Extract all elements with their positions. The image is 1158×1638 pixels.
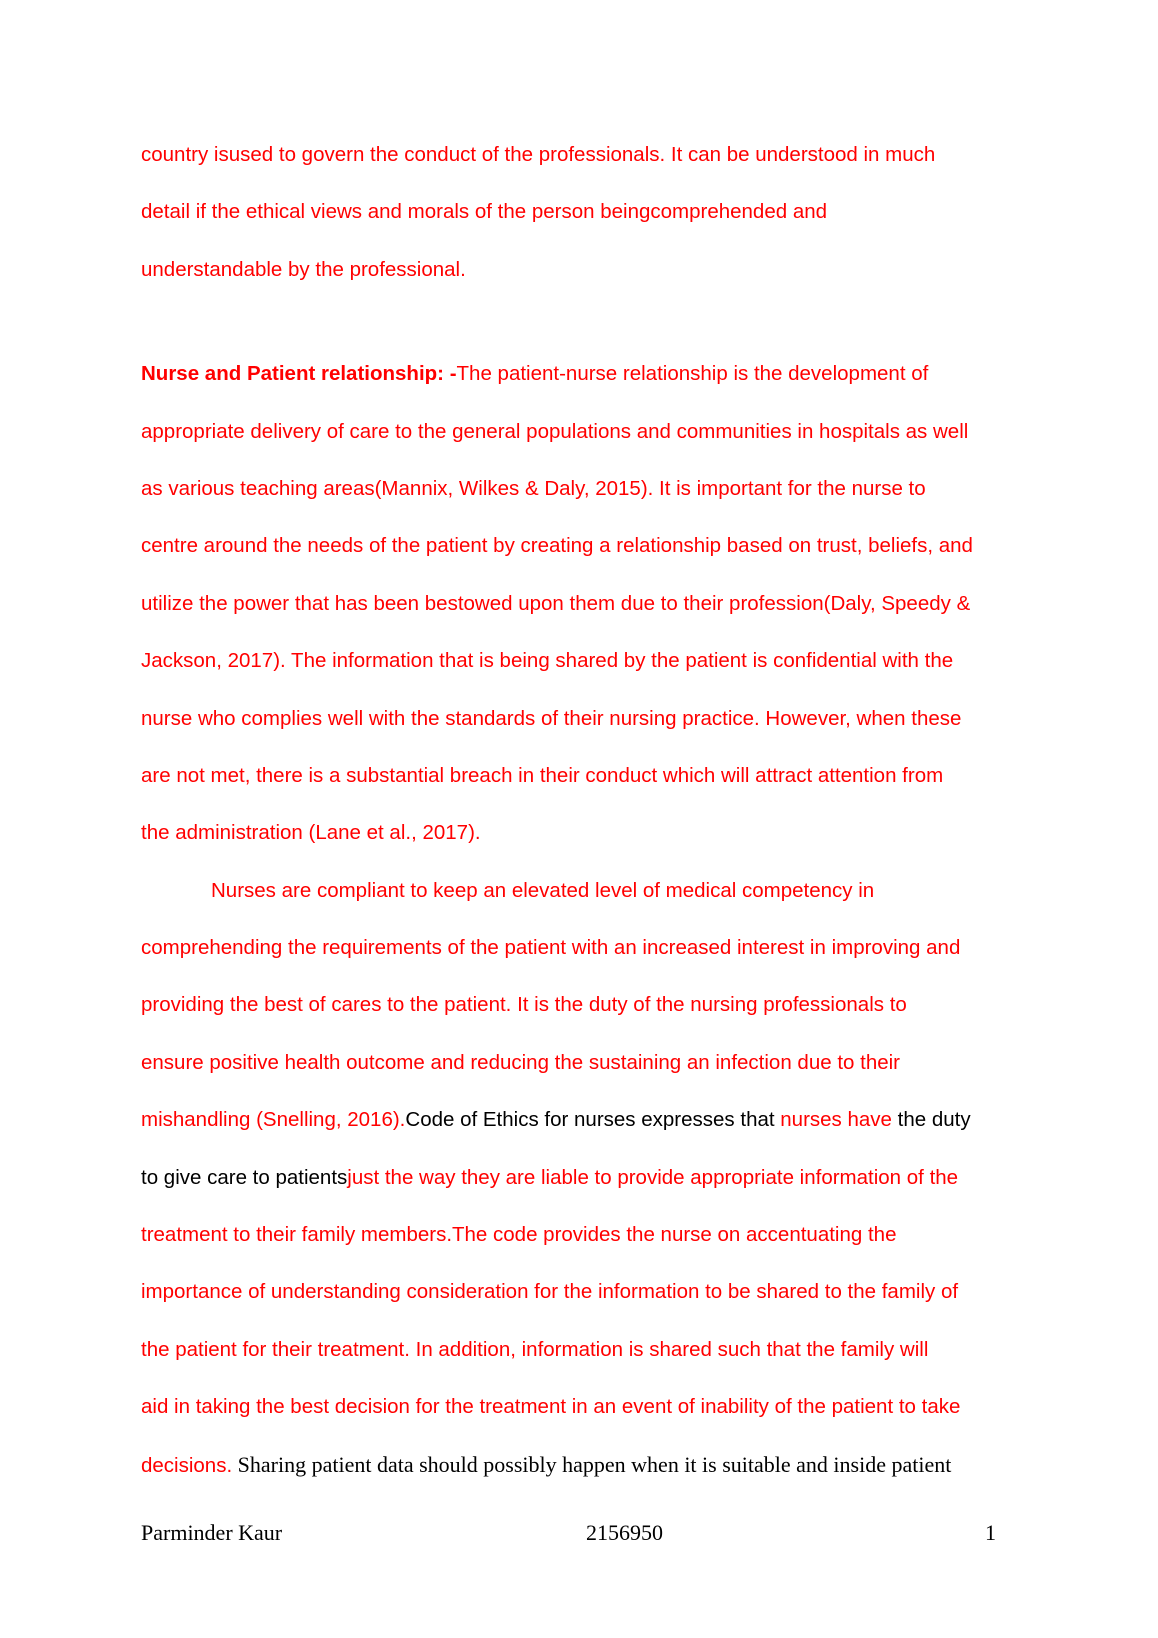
paragraph-gap [141,298,1041,345]
text-run: to give care to patients [141,1165,348,1189]
text-line: comprehending the requirements of the patient with an increased interest in improving and [141,936,961,960]
text-run: decisions. [141,1453,233,1477]
text-line: detail if the ethical views and morals of the person beingcomprehended and [141,200,828,224]
text-line [141,345,1041,402]
text-line [141,1149,1041,1206]
text-line: utilize the power that has been bestowed upon them due to their profession(Daly, Speedy & [141,591,971,615]
text-line: ensure positive health outcome and reducing the sustaining an infection due to their [141,1050,901,1074]
section-heading: Nurse and Patient relationship: - [141,362,457,386]
footer-author: Parminder Kaur [141,1520,283,1545]
text-run: The patient-nurse relationship is the development of [456,362,929,386]
text-run: Sharing patient data should possibly happen when it is suitable and inside patient [232,1451,952,1477]
text-line: nurse who complies well with the standards of their nursing practice. However, when these [141,706,962,730]
document-body [141,126,1041,1493]
text-line: treatment to their family members.The code provides the nurse on accentuating the [141,1223,897,1247]
text-line [141,1091,1041,1148]
text-line [141,1436,1041,1493]
text-line: importance of understanding consideration for the information to be shared to the family of [141,1280,959,1304]
text-line: Nurses are compliant to keep an elevated level of medical competency in [211,878,875,902]
text-line: country isused to govern the conduct of the professionals. It can be understood in much [141,143,936,166]
text-line: as various teaching areas(Mannix, Wilkes & Daly, 2015). It is important for the nurse to [141,476,926,500]
text-run: Code of Ethics for nurses expresses that [405,1108,781,1132]
text-line: appropriate delivery of care to the general populations and communities in hospitals as well [141,419,969,443]
text-run: just the way they are liable to provide appropriate information of the [347,1165,959,1189]
text-run: the duty [891,1108,971,1132]
page-footer [141,1520,1001,1550]
text-line: providing the best of cares to the patient. It is the duty of the nursing professionals to [141,993,907,1017]
text-run: mishandling (Snelling, 2016). [141,1108,406,1132]
text-run: nurses have [780,1108,892,1132]
footer-page-number: 1 [985,1520,996,1545]
footer-student-id: 2156950 [586,1520,663,1545]
text-line: the administration (Lane et al., 2017). [141,821,481,845]
text-line: the patient for their treatment. In addition, information is shared such that the family will [141,1337,929,1361]
text-line: understandable by the professional. [141,257,466,281]
text-line: aid in taking the best decision for the treatment in an event of inability of the patient to take [141,1395,961,1419]
text-line: centre around the needs of the patient by creating a relationship based on trust, beliefs, and [141,534,973,558]
text-line: are not met, there is a substantial breach in their conduct which will attract attention from [141,763,944,787]
text-line: Jackson, 2017). The information that is being shared by the patient is confidential with the [141,649,954,673]
